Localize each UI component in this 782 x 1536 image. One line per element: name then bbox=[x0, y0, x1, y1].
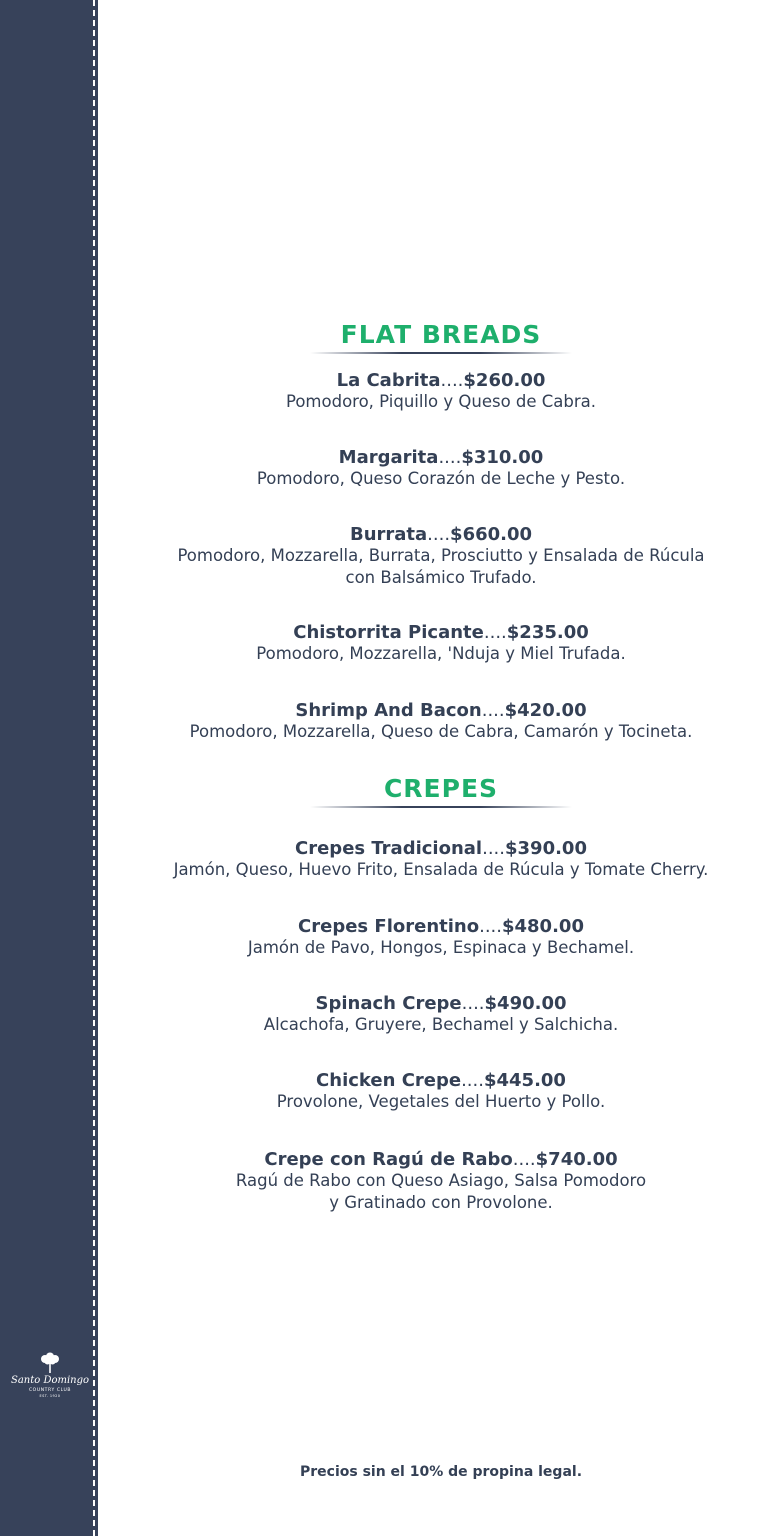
item-name: Margarita bbox=[338, 447, 439, 468]
item-name: Chistorrita Picante bbox=[293, 622, 484, 643]
item-description: Pomodoro, Mozzarella, 'Nduja y Miel Trufada. bbox=[256, 644, 626, 663]
item-name: La Cabrita bbox=[336, 370, 441, 391]
item-dots: .... bbox=[440, 370, 464, 391]
menu-item bbox=[100, 1149, 782, 1213]
item-price: $480.00 bbox=[501, 916, 584, 937]
item-description: Provolone, Vegetales del Huerto y Pollo. bbox=[276, 1092, 606, 1111]
section-title: CREPES bbox=[383, 774, 499, 803]
footer-note: Precios sin el 10% de propina legal. bbox=[299, 1464, 583, 1480]
section-title: FLAT BREADS bbox=[340, 320, 542, 349]
item-description: Pomodoro, Piquillo y Queso de Cabra. bbox=[285, 392, 597, 411]
section-divider bbox=[310, 352, 572, 354]
item-dots: .... bbox=[483, 622, 507, 643]
menu-item bbox=[100, 838, 782, 881]
item-dots: .... bbox=[512, 1149, 536, 1170]
section-divider bbox=[310, 806, 572, 808]
item-name: Burrata bbox=[349, 524, 428, 545]
item-price: $490.00 bbox=[484, 993, 567, 1014]
item-dots: .... bbox=[481, 700, 505, 721]
section-heading-flat-breads bbox=[100, 320, 782, 354]
item-dots: .... bbox=[438, 447, 462, 468]
item-name: Crepe con Ragú de Rabo bbox=[264, 1149, 513, 1170]
item-dots: .... bbox=[479, 916, 502, 937]
menu-item bbox=[100, 524, 782, 588]
logo-script-text: Santo Domingo bbox=[10, 1375, 90, 1386]
item-name: Spinach Crepe bbox=[315, 993, 462, 1014]
item-description: Pomodoro, Mozzarella, Queso de Cabra, Camarón y Tocineta. bbox=[189, 722, 693, 741]
item-name: Shrimp And Bacon bbox=[295, 700, 482, 721]
item-dots: .... bbox=[461, 993, 485, 1014]
item-description: Jamón de Pavo, Hongos, Espinaca y Bechamel. bbox=[247, 938, 635, 957]
item-price: $420.00 bbox=[504, 700, 587, 721]
sidebar-band bbox=[0, 0, 98, 1536]
item-description: Pomodoro, Mozzarella, Burrata, Prosciutto y Ensalada de Rúcula con Balsámico Trufado. bbox=[177, 546, 705, 587]
item-name: Crepes Tradicional bbox=[295, 838, 483, 859]
logo-subtitle: COUNTRY CLUB bbox=[28, 1388, 72, 1393]
menu-item bbox=[100, 700, 782, 743]
item-description: Ragú de Rabo con Queso Asiago, Salsa Pomodoro y Gratinado con Provolone. bbox=[235, 1171, 647, 1212]
menu-item bbox=[100, 916, 782, 959]
palm-tree-icon bbox=[39, 1352, 61, 1374]
item-name: Crepes Florentino bbox=[298, 916, 480, 937]
logo-established: EST. 1920 bbox=[39, 1394, 61, 1398]
item-price: $740.00 bbox=[535, 1149, 618, 1170]
item-price: $390.00 bbox=[505, 838, 587, 859]
item-description: Pomodoro, Queso Corazón de Leche y Pesto. bbox=[256, 469, 626, 488]
item-name: Chicken Crepe bbox=[316, 1070, 462, 1091]
item-dots: .... bbox=[427, 524, 451, 545]
item-description: Alcachofa, Gruyere, Bechamel y Salchicha. bbox=[263, 1015, 619, 1034]
item-description: Jamón, Queso, Huevo Frito, Ensalada de Rúcula y Tomate Cherry. bbox=[173, 860, 709, 879]
item-price: $310.00 bbox=[461, 447, 544, 468]
item-dots: .... bbox=[461, 1070, 484, 1091]
menu-item bbox=[100, 1070, 782, 1113]
section-heading-crepes bbox=[100, 774, 782, 808]
item-price: $660.00 bbox=[450, 524, 533, 545]
menu-item bbox=[100, 622, 782, 665]
club-logo bbox=[8, 1352, 92, 1412]
menu-item bbox=[100, 447, 782, 490]
item-price: $235.00 bbox=[506, 622, 589, 643]
menu-item bbox=[100, 370, 782, 413]
item-price: $260.00 bbox=[463, 370, 546, 391]
item-dots: .... bbox=[482, 838, 505, 859]
menu-item bbox=[100, 993, 782, 1036]
item-price: $445.00 bbox=[483, 1070, 566, 1091]
